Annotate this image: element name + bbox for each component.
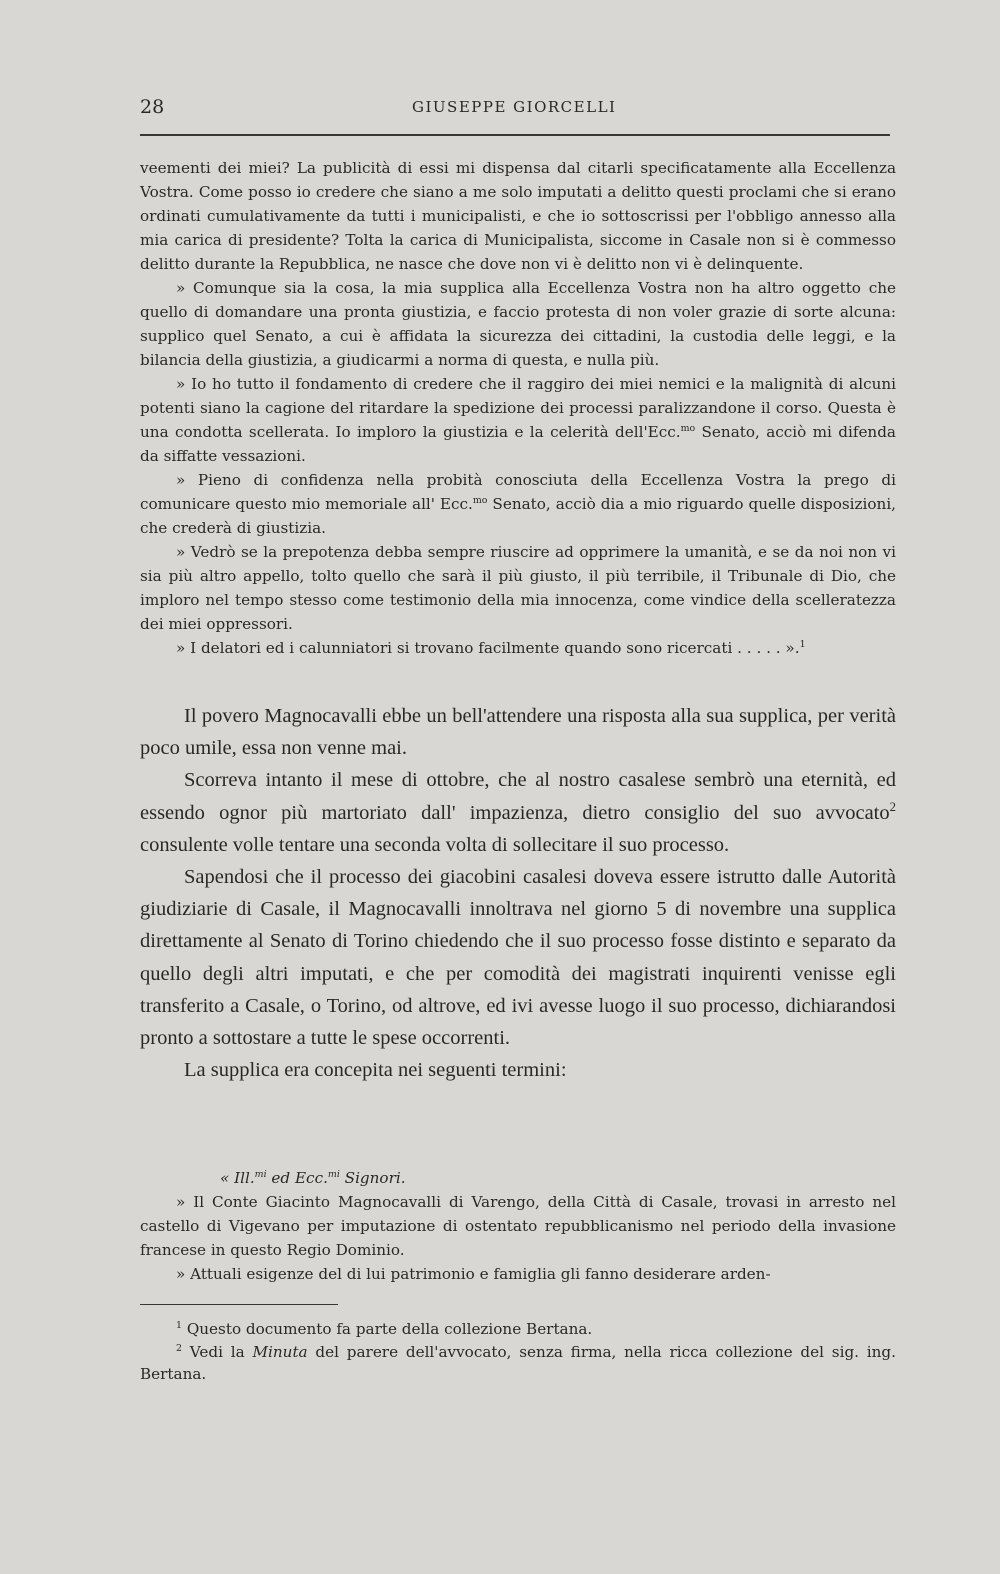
quote-text: » Io ho tutto il fondamento di credere che il raggiro dei miei nemici e la malignità di alcuni potenti siano la cagione del ritardare la spedizione dei processi paralizzandone il corso. Questa è una condotta scellerata. Io imploro la giustizia e la celerità dell'Ecc. [140,375,896,441]
salutation-text: ed Ecc. [266,1169,328,1187]
footnote-mark: 1 [176,1319,182,1331]
body-text: consulente volle tentare una seconda volta di sollecitare il suo processo. [140,833,730,856]
quote-paragraph [140,372,896,468]
footnote-text: Questo documento fa parte della collezione Bertana. [182,1320,593,1338]
salutation-text: « Ill. [220,1169,255,1187]
footnote-mark: 2 [176,1342,182,1354]
body-paragraph: La supplica era concepita nei seguenti termini: [184,1059,567,1082]
footnote-ref: 1 [799,638,806,650]
salutation [140,1166,896,1190]
quote-paragraph: » Comunque sia la cosa, la mia supplica alla Eccellenza Vostra non ha altro oggetto che quello di domandare una pronta giustizia, e faccio protesta di non voler grazie di sorte alcuna: supplico quel Senato, a cui è affidata la sicurezza dei cittadini, la custodia delle leggi, e la bilancia della giustizia, a giudicarmi a norma di questa, e nulla più. [140,279,896,369]
abbrev-superscript: mo [680,422,696,434]
quote-text: Senato, acciò mi difenda da siffatte vessazioni. [140,423,896,465]
header-rule [140,134,890,136]
body-paragraph: Il povero Magnocavalli ebbe un bell'attendere una risposta alla sua supplica, per verità poco umile, essa non venne mai. [140,705,896,760]
body-text: Scorreva intanto il mese di ottobre, che al nostro casalese sembrò una eternità, ed essendo ognor più martoriato dall' impazienza, dietro consiglio del suo avvocato [140,769,896,824]
body-paragraph: Sapendosi che il processo dei giacobini casalesi doveva essere istrutto dalle Autorità giudiziarie di Casale, il Magnocavalli innoltrava nel giorno 5 di novembre una supplica direttamente al Senato di Torino chiedendo che il suo processo fosse distinto e separato da quello degli altri imputati, e che per comodità dei magistrati inquirenti venisse egli transferito a Casale, o Torino, od altrove, ed ivi avesse luogo il suo processo, dichiarandosi pronto a sottostare a tutte le spese occorrenti. [140,866,896,1050]
quote-text: Senato, acciò dia a mio riguardo quelle disposizioni, che crederà di giustizia. [140,495,897,537]
footnote-ref: 2 [889,799,896,814]
footnote [140,1318,896,1341]
footnote-text: Vedi la [182,1342,253,1361]
abbrev-superscript: mi [254,1168,267,1180]
footnote [140,1341,896,1386]
salutation-text: Signori. [339,1169,406,1187]
page-header [140,96,900,118]
footnotes [140,1318,896,1386]
page-number: 28 [140,96,165,118]
footnote-text: del parere dell'avvocato, senza firma, nella ricca collezione del sig. ing. Bertana. [140,1342,896,1383]
quote-paragraph [140,636,896,660]
quote-text: » I delatori ed i calunniatori si trovano facilmente quando sono ricercati . . . . . ». [176,639,800,657]
petition-paragraph: » Attuali esigenze del di lui patrimonio e famiglia gli fanno desiderare arden- [176,1265,771,1283]
main-text [140,700,896,1086]
quoted-memorial [140,156,896,660]
petition-paragraph: » Il Conte Giacinto Magnocavalli di Varengo, della Città di Casale, trovasi in arresto nel castello di Vigevano per imputazione di ostentato repubblicanismo nel periodo della invasione francese in questo Regio Dominio. [140,1193,896,1259]
quote-text: » Pieno di confidenza nella probità conosciuta della Eccellenza Vostra la prego di comunicare questo mio memoriale all' Ecc. [140,471,896,513]
footnote-rule [140,1304,338,1305]
body-paragraph [140,764,896,861]
running-head: GIUSEPPE GIORCELLI [412,98,617,116]
abbrev-superscript: mi [327,1168,340,1180]
quote-paragraph: » Vedrò se la prepotenza debba sempre riuscire ad opprimere la umanità, e se da noi non vi sia più altro appello, tolto quello che sarà il più giusto, il più terribile, il Tribunale di Dio, che imploro nel tempo stesso come testimonio della mia innocenza, come vindice della scelleratezza dei miei oppressori. [140,543,896,633]
quote-paragraph [140,468,896,540]
quoted-petition [140,1166,896,1286]
quote-paragraph: veementi dei miei? La publicità di essi mi dispensa dal citarli specificatamente alla Eccellenza Vostra. Come posso io credere che siano a me solo imputati a delitto questi proclami che si erano ordinati cumulativamente da tutti i municipalisti, e che io sottoscrissi per l'obbligo annesso alla mia carica di presidente? Tolta la carica di Municipalista, siccome in Casale non si è commesso delitto durante la Repubblica, ne nasce che dove non vi è delitto non vi è delinquente. [140,159,896,273]
footnote-italic: Minuta [252,1342,308,1361]
abbrev-superscript: mo [472,494,488,506]
